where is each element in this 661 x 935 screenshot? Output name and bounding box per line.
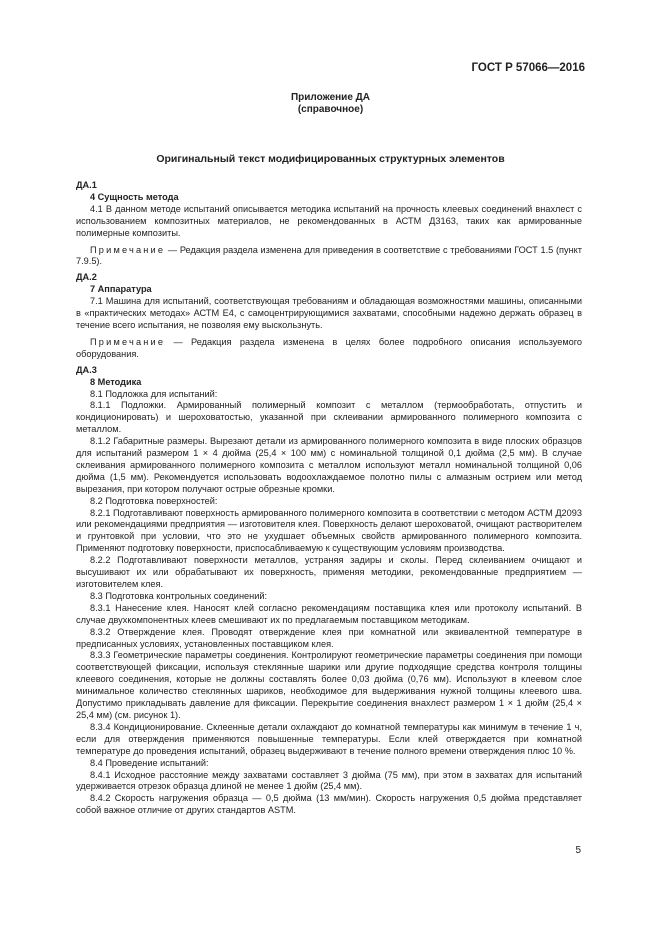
section-heading: 7 Аппаратура [90,284,152,295]
section-id: ДА.1 [76,180,97,190]
note [76,337,582,361]
paragraph: 8.3.4 Кондиционирование. Склеенные детали охлаждают до комнатной температуры как минимум в течение 1 ч, если для отверждения применяются повышенные температуры. Если клей отверждается при комнатной температуре до проведения испытаний, образец выдерживают в течение полного времени отверждения плюс 10 %. [76,721,582,756]
section-id: ДА.3 [76,364,97,375]
paragraph: 8.3.1 Нанесение клея. Наносят клей согласно рекомендациям поставщика клея или протоколу испытаний. В случае двухкомпонентных клеев смешивают их по предлагаемым поставщиком методикам. [76,602,582,625]
note-text: — Редакция раздела изменена в целях более подробного описания используемого оборудования. [76,336,582,359]
appendix-title: Приложение ДА [290,92,371,103]
paragraph: 8.1.2 Габаритные размеры. Вырезают детали из армированного полимерного композита в виде плоских образцов для испытаний размером 1 × 4 дюйма (25,4 × 100 мм) с номинальной толщиной 0,1 дюйма (2,5 мм). В случае склеивания армированного полимерного композита с металлом используют металл номинальной толщиной 0,06 дюйма (1,5 мм). Рекомендуется использовать водоохлаждаемое полотно пилы с алмазным острием или метод вырезания, при котором получают острые обрезные кромки. [76,436,582,494]
paragraph: 8.4.1 Исходное расстояние между захватами составляет 3 дюйма (75 мм), при этом в захватах для испытаний удерживается отрезок образца длиной не менее 1 дюйм (25,4 мм). [76,769,582,792]
note [76,245,582,269]
paragraph: 8.4 Проведение испытаний: [90,757,209,768]
section-id: ДА.2 [76,272,97,283]
paragraph: 8.1.1 Подложки. Армированный полимерный композит с металлом (термообработать, отпустить и кондиционировать) и шероховатостью, указанной при склеивании армированного полимерного композита с металлом. [76,400,582,435]
paragraph: 8.1 Подложка для испытаний: [90,388,218,399]
section-heading: 4 Сущность метода [90,191,179,202]
section-heading: 8 Методика [90,376,142,387]
note-text: — Редакция раздела изменена для приведения в соответствие с требованиями ГОСТ 1.5 (пункт 7.9.5). [76,244,582,267]
document-title: Оригинальный текст модифицированных структурных элементов [156,153,505,165]
paragraph: 7.1 Машина для испытаний, соответствующая требованиям и обладающая возможностями машины, описанными в «практических методах» АСТМ Е4, с самоцентрирующимися захватами, способными надежно держать образец в течение всего испытания, не позволяя ему выскользнуть. [76,296,582,330]
paragraph: 8.2.2 Подготавливают поверхности металлов, устраняя задиры и сколы. Перед склеиванием очищают и высушивают их или обрабатывают их поверхность, применяя методики, рекомендованные предприятием — изготовителем клея. [76,555,582,589]
paragraph: 8.2.1 Подготавливают поверхность армированного полимерного композита в соответствии с методом АСТМ Д2093 или рекомендациями предприятия — изготовителя клея. Поверхность делают шероховатой, очищают растворителем и грунтовкой при условии, что это не ухудшает объемных свойств армированного полимерного композита. Применяют подготовку поверхности, приспосабливаемую к существующим условиям производства. [76,507,582,554]
appendix-title-block [0,92,661,116]
note-label: Примечание [90,336,166,347]
paragraph: 8.3.3 Геометрические параметры соединения. Контролируют геометрические параметры соединения при помощи соответствующей фиксации, используя стеклянные шарики или другие подходящие средства контроля толщины клеевого соединения, которые не должны составлять более 0,03 дюйма (0,76 мм). Используют в клеевом слое минимальное количество стеклянных шариков, необходимое для выдерживания нужной толщины клеевого шва. Допустимо прикладывать давление для фиксации. Перекрытие соединения внахлест размером 1 × 1 дюйм (25,4 × 25,4 мм) (см. рисунок 1). [76,650,582,720]
standard-code: ГОСТ Р 57066—2016 [471,62,585,74]
paragraph: 8.4.2 Скорость нагружения образца — 0,5 дюйма (13 мм/мин). Скорость нагружения 0,5 дюйма представляет собой важное отличие от других стандартов ASTM. [76,793,582,816]
paragraph: 8.3 Подготовка контрольных соединений: [90,590,268,601]
document-body [76,180,582,817]
appendix-subtitle: (справочное) [297,104,364,115]
paragraph: 8.3.2 Отверждение клея. Проводят отверждение клея при комнатной или эквивалентной температуре в предписанных условиях, установленных поставщиком клея. [76,626,582,649]
note-label: Примечание [90,244,166,255]
paragraph: 8.2 Подготовка поверхностей: [90,495,218,506]
page-number: 5 [575,845,581,856]
paragraph: 4.1 В данном методе испытаний описывается методика испытаний на прочность клеевых соединений внахлест с использованием композитных материалов, не рекомендованных в АСТМ Д3163, таких как армированные полимерные композиты. [76,203,582,238]
